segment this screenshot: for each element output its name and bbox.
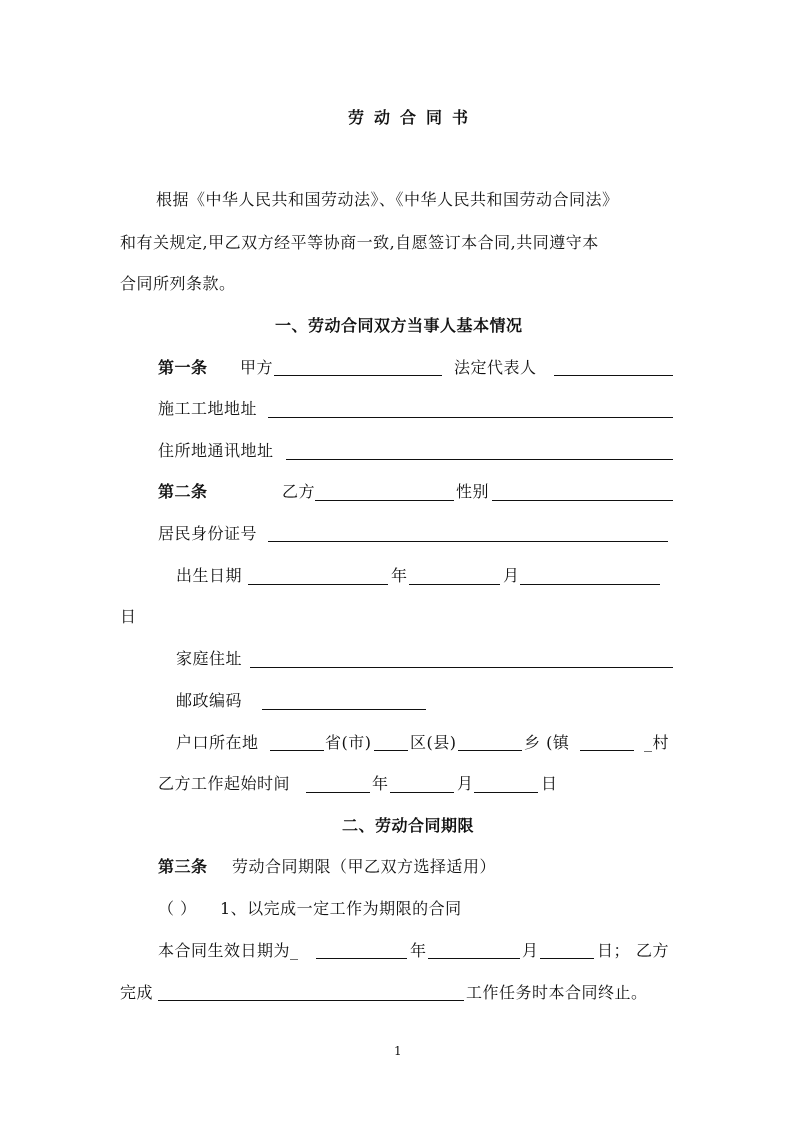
intro-line-3: 合同所列条款。 [120, 274, 236, 293]
birth-month-blank [409, 584, 500, 585]
document-title: 劳动合同书 [348, 108, 479, 127]
hukou-village-blank [580, 750, 634, 751]
intro-line-2: 和有关规定,甲乙双方经平等协商一致,自愿签订本合同,共同遵守本 [120, 233, 599, 252]
birth-day-blank [520, 584, 660, 585]
postcode-label: 邮政编码 [176, 691, 243, 710]
completion-label: 完成 [120, 983, 154, 1002]
hukou-label: 户口所在地 [176, 733, 259, 752]
home-address-blank [250, 667, 673, 668]
effective-year-blank [316, 958, 407, 959]
start-time-label: 乙方工作起始时间 [158, 774, 291, 793]
article-1-label: 第一条 [158, 358, 208, 377]
birth-year-unit: 年 [391, 566, 408, 585]
gender-blank [492, 500, 673, 501]
article-2-label: 第二条 [158, 482, 208, 501]
legal-rep-label: 法定代表人 [454, 358, 537, 377]
hukou-province-unit: 省(市) [325, 733, 372, 752]
effective-month-blank [428, 958, 520, 959]
residence-address-blank [286, 459, 673, 460]
effective-day-unit: 日； [597, 941, 631, 960]
postcode-blank [262, 709, 426, 710]
start-year-blank [306, 792, 370, 793]
effective-day-blank [540, 958, 594, 959]
intro-line-1: 根据《中华人民共和国劳动法》、《中华人民共和国劳动合同法》 [156, 190, 619, 209]
birth-year-blank [248, 584, 388, 585]
gender-label: 性别 [456, 482, 490, 501]
effective-party-b: 乙方 [636, 941, 670, 960]
section-2-heading: 二、劳动合同期限 [342, 816, 475, 835]
effective-month-unit: 月 [522, 941, 539, 960]
birth-date-label: 出生日期 [176, 566, 243, 585]
party-b-label: 乙方 [282, 482, 316, 501]
start-year-unit: 年 [372, 774, 389, 793]
effective-date-label: 本合同生效日期为_ [158, 941, 299, 960]
start-day-blank [474, 792, 538, 793]
start-month-unit: 月 [457, 774, 474, 793]
id-number-label: 居民身份证号 [158, 524, 258, 543]
effective-year-unit: 年 [410, 941, 427, 960]
party-b-blank [315, 500, 454, 501]
option-1-text: 1、以完成一定工作为期限的合同 [220, 899, 462, 918]
hukou-township-unit: 乡 (镇 [524, 733, 570, 752]
completion-tail: 工作任务时本合同终止。 [466, 983, 648, 1002]
start-day-unit: 日 [541, 774, 558, 793]
id-number-blank [268, 541, 668, 542]
article-3-label: 第三条 [158, 857, 208, 876]
hukou-district-blank [374, 750, 408, 751]
home-address-label: 家庭住址 [176, 649, 243, 668]
residence-address-label: 住所地通讯地址 [158, 441, 274, 460]
party-a-label: 甲方 [240, 358, 274, 377]
section-1-heading: 一、劳动合同双方当事人基本情况 [275, 316, 523, 335]
hukou-village-unit: _村 [644, 733, 670, 752]
birth-month-unit: 月 [503, 566, 520, 585]
start-month-blank [390, 792, 454, 793]
completion-task-blank [158, 1000, 464, 1001]
party-a-blank [274, 375, 442, 376]
hukou-district-unit: 区(县) [410, 733, 457, 752]
birth-day-unit: 日 [120, 607, 137, 626]
hukou-province-blank [270, 750, 324, 751]
page-number: 1 [394, 1044, 402, 1058]
hukou-township-blank [458, 750, 522, 751]
legal-rep-blank [554, 375, 673, 376]
option-1-bracket: （ ） [158, 899, 197, 918]
article-3-text: 劳动合同期限（甲乙双方选择适用） [232, 857, 497, 876]
site-address-blank [268, 417, 673, 418]
site-address-label: 施工工地地址 [158, 399, 258, 418]
